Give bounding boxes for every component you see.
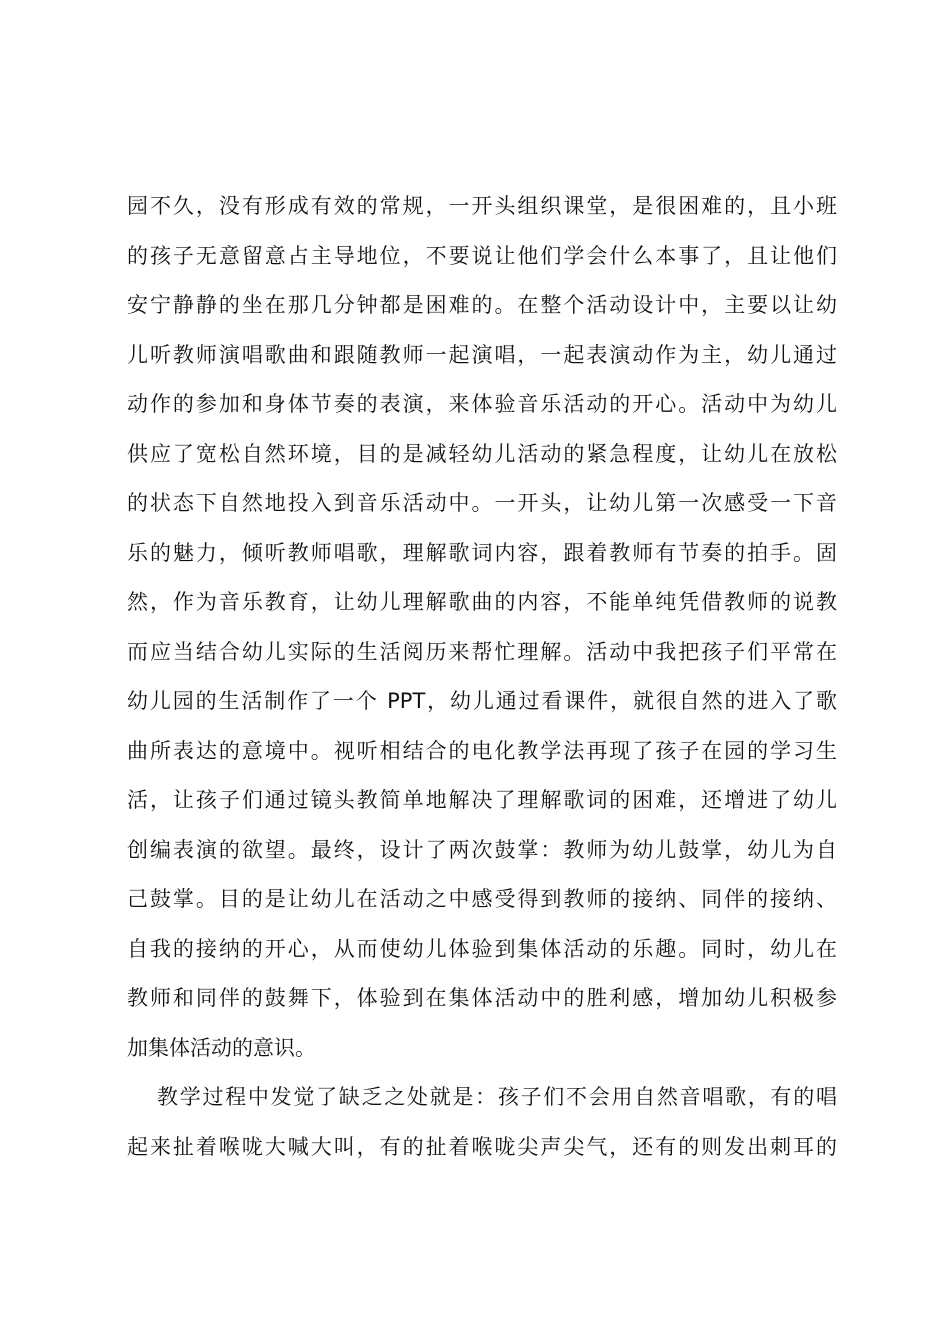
text-line: 乐的魅力，倾听教师唱歌，理解歌词内容，跟着教师有节奏的拍手。固 — [127, 540, 837, 565]
text-line: 动作的参加和身体节奏的表演，来体验音乐活动的开心。活动中为幼儿 — [127, 392, 837, 416]
paragraph-start-line: 教学过程中发觉了缺乏之处就是：孩子们不会用自然音唱歌，有的唱 — [157, 1085, 837, 1109]
text-line: 活，让孩子们通过镜头教简单地解决了理解歌词的困难，还增进了幼儿 — [127, 788, 837, 812]
text-line: 安宁静静的坐在那几分钟都是困难的。在整个活动设计中，主要以让幼 — [127, 293, 837, 317]
text-line: 园不久，没有形成有效的常规，一开头组织课堂，是很困难的，且小班 — [127, 194, 837, 218]
text-line: 的状态下自然地投入到音乐活动中。一开头，让幼儿第一次感受一下音 — [127, 491, 837, 515]
text-line: 起来扯着喉咙大喊大叫，有的扯着喉咙尖声尖气，还有的则发出刺耳的 — [127, 1134, 837, 1159]
text-line: 己鼓掌。目的是让幼儿在活动之中感受得到教师的接纳、同伴的接纳、 — [127, 887, 837, 911]
text-line: 创编表演的欲望。最终，设计了两次鼓掌：教师为幼儿鼓掌，幼儿为自 — [127, 837, 837, 862]
body-text — [127, 182, 837, 1172]
text-line: 自我的接纳的开心，从而使幼儿体验到集体活动的乐趣。同时，幼儿在 — [127, 936, 837, 961]
text-line: 曲所表达的意境中。视听相结合的电化教学法再现了孩子在园的学习生 — [127, 738, 837, 763]
text-line: 然，作为音乐教育，让幼儿理解歌曲的内容，不能单纯凭借教师的说教 — [127, 590, 837, 614]
text-line: 而应当结合幼儿实际的生活阅历来帮忙理解。活动中我把孩子们平常在 — [127, 639, 837, 664]
text-line: 教师和同伴的鼓舞下，体验到在集体活动中的胜利感，增加幼儿积极参 — [127, 986, 837, 1010]
text-line: 幼儿园的生活制作了一个 PPT，幼儿通过看课件，就很自然的进入了歌 — [127, 689, 837, 713]
text-line: 的孩子无意留意占主导地位，不要说让他们学会什么本事了，且让他们 — [127, 243, 837, 268]
text-line: 儿听教师演唱歌曲和跟随教师一起演唱，一起表演动作为主，幼儿通过 — [127, 342, 837, 367]
text-line: 供应了宽松自然环境，目的是减轻幼儿活动的紧急程度，让幼儿在放松 — [127, 441, 837, 466]
paragraph-end-line: 加集体活动的意识。 — [127, 1035, 316, 1060]
